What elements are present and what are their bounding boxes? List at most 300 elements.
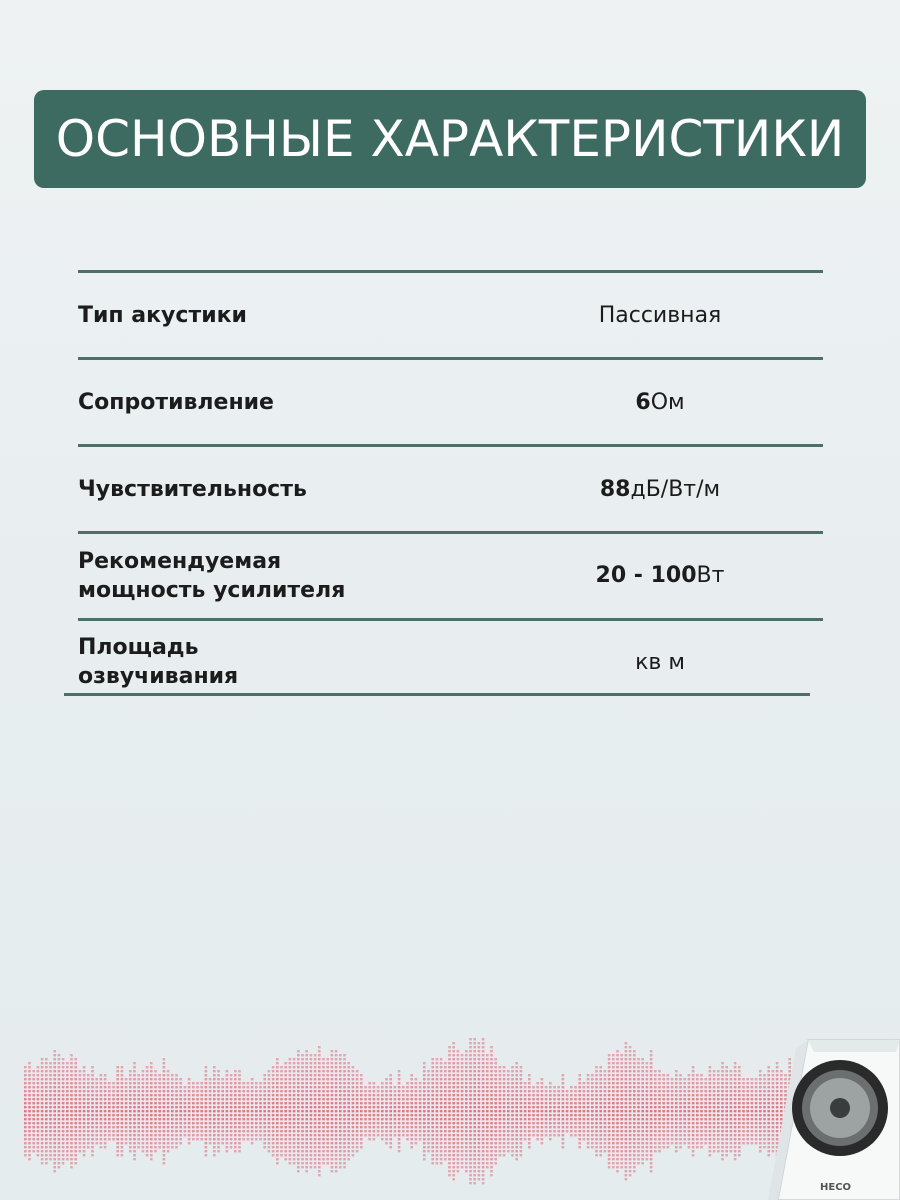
wave-dot — [688, 1102, 691, 1104]
wave-dot — [242, 1094, 245, 1096]
wave-dot — [499, 1138, 502, 1140]
wave-dot — [679, 1098, 682, 1100]
wave-dot — [37, 1114, 40, 1116]
wave-dot — [444, 1142, 447, 1144]
wave-dot — [322, 1082, 325, 1084]
wave-dot — [133, 1066, 136, 1068]
wave-dot — [326, 1106, 329, 1108]
wave-dot — [457, 1110, 460, 1112]
wave-dot — [398, 1130, 401, 1132]
wave-dot — [280, 1122, 283, 1124]
wave-dot — [419, 1122, 422, 1124]
wave-dot — [322, 1094, 325, 1096]
wave-dot — [709, 1070, 712, 1072]
wave-dot — [646, 1122, 649, 1124]
wave-dot — [196, 1130, 199, 1132]
wave-dot — [137, 1110, 140, 1112]
wave-dot — [587, 1122, 590, 1124]
wave-dot — [478, 1146, 481, 1148]
wave-dot — [95, 1118, 98, 1120]
wave-dot — [360, 1078, 363, 1080]
wave-dot — [625, 1110, 628, 1112]
wave-dot — [314, 1166, 317, 1168]
wave-dot — [448, 1118, 451, 1120]
wave-dot — [511, 1154, 514, 1156]
wave-dot — [322, 1142, 325, 1144]
wave-dot — [326, 1134, 329, 1136]
wave-dot — [53, 1082, 56, 1084]
wave-dot — [725, 1102, 728, 1104]
wave-dot — [654, 1078, 657, 1080]
wave-dot — [482, 1046, 485, 1048]
wave-dot — [343, 1154, 346, 1156]
spec-value-impedance-rest: Ом — [650, 389, 685, 415]
sound-wave-decoration — [0, 1030, 900, 1200]
wave-dot — [360, 1130, 363, 1132]
wave-dot — [599, 1150, 602, 1152]
wave-dot — [58, 1142, 61, 1144]
wave-dot — [188, 1130, 191, 1132]
wave-dot — [74, 1078, 77, 1080]
wave-dot — [574, 1118, 577, 1120]
wave-dot — [448, 1090, 451, 1092]
wave-dot — [352, 1110, 355, 1112]
wave-dot — [58, 1054, 61, 1056]
wave-dot — [499, 1130, 502, 1132]
wave-dot — [217, 1134, 220, 1136]
wave-dot — [700, 1126, 703, 1128]
wave-dot — [133, 1134, 136, 1136]
wave-dot — [448, 1070, 451, 1072]
wave-dot — [335, 1118, 338, 1120]
wave-dot — [772, 1138, 775, 1140]
wave-dot — [360, 1074, 363, 1076]
wave-dot — [469, 1134, 472, 1136]
wave-dot — [591, 1114, 594, 1116]
wave-dot — [45, 1082, 48, 1084]
wave-dot — [620, 1114, 623, 1116]
wave-dot — [200, 1102, 203, 1104]
wave-dot — [562, 1090, 565, 1092]
wave-dot — [646, 1158, 649, 1160]
wave-dot — [700, 1130, 703, 1132]
wave-dot — [74, 1134, 77, 1136]
wave-dot — [322, 1150, 325, 1152]
wave-dot — [448, 1094, 451, 1096]
wave-dot — [314, 1098, 317, 1100]
wave-dot — [398, 1074, 401, 1076]
wave-dot — [171, 1126, 174, 1128]
wave-dot — [339, 1134, 342, 1136]
wave-dot — [524, 1098, 527, 1100]
wave-dot — [45, 1142, 48, 1144]
wave-dot — [79, 1122, 82, 1124]
wave-dot — [70, 1094, 73, 1096]
wave-dot — [343, 1138, 346, 1140]
wave-dot — [650, 1118, 653, 1120]
wave-dot — [696, 1142, 699, 1144]
wave-dot — [738, 1130, 741, 1132]
wave-dot — [633, 1154, 636, 1156]
wave-dot — [742, 1086, 745, 1088]
wave-dot — [293, 1130, 296, 1132]
wave-dot — [587, 1114, 590, 1116]
wave-dot — [784, 1086, 787, 1088]
wave-dot — [591, 1098, 594, 1100]
wave-dot — [532, 1094, 535, 1096]
wave-dot — [721, 1150, 724, 1152]
wave-dot — [66, 1062, 69, 1064]
wave-dot — [725, 1074, 728, 1076]
wave-dot — [24, 1150, 27, 1152]
wave-dot — [620, 1162, 623, 1164]
wave-dot — [436, 1098, 439, 1100]
wave-dot — [658, 1146, 661, 1148]
wave-dot — [717, 1106, 720, 1108]
wave-dot — [284, 1098, 287, 1100]
wave-dot — [478, 1078, 481, 1080]
wave-dot — [331, 1126, 334, 1128]
wave-dot — [482, 1162, 485, 1164]
wave-dot — [616, 1146, 619, 1148]
wave-dot — [776, 1118, 779, 1120]
wave-dot — [763, 1138, 766, 1140]
wave-dot — [658, 1110, 661, 1112]
wave-dot — [234, 1102, 237, 1104]
wave-dot — [528, 1090, 531, 1092]
wave-dot — [289, 1134, 292, 1136]
wave-dot — [167, 1086, 170, 1088]
wave-dot — [133, 1098, 136, 1100]
wave-dot — [448, 1138, 451, 1140]
wave-dot — [562, 1078, 565, 1080]
wave-dot — [91, 1150, 94, 1152]
wave-dot — [595, 1110, 598, 1112]
wave-dot — [70, 1098, 73, 1100]
wave-dot — [490, 1142, 493, 1144]
wave-dot — [717, 1130, 720, 1132]
wave-dot — [209, 1122, 212, 1124]
wave-dot — [331, 1134, 334, 1136]
wave-dot — [58, 1094, 61, 1096]
wave-dot — [604, 1110, 607, 1112]
wave-dot — [322, 1058, 325, 1060]
wave-dot — [314, 1074, 317, 1076]
wave-dot — [58, 1066, 61, 1068]
wave-dot — [226, 1134, 229, 1136]
wave-dot — [633, 1170, 636, 1172]
wave-dot — [41, 1126, 44, 1128]
wave-dot — [725, 1118, 728, 1120]
wave-dot — [154, 1146, 157, 1148]
wave-dot — [465, 1058, 468, 1060]
wave-dot — [448, 1166, 451, 1168]
wave-dot — [759, 1142, 762, 1144]
wave-dot — [163, 1058, 166, 1060]
wave-dot — [641, 1086, 644, 1088]
wave-dot — [730, 1146, 733, 1148]
wave-dot — [507, 1142, 510, 1144]
wave-dot — [406, 1098, 409, 1100]
wave-dot — [293, 1142, 296, 1144]
wave-dot — [633, 1054, 636, 1056]
wave-dot — [578, 1098, 581, 1100]
wave-dot — [62, 1086, 65, 1088]
wave-dot — [410, 1118, 413, 1120]
wave-dot — [641, 1142, 644, 1144]
wave-dot — [104, 1106, 107, 1108]
wave-dot — [452, 1110, 455, 1112]
wave-dot — [343, 1166, 346, 1168]
wave-dot — [100, 1130, 103, 1132]
wave-dot — [154, 1098, 157, 1100]
wave-dot — [452, 1134, 455, 1136]
wave-dot — [742, 1122, 745, 1124]
wave-dot — [440, 1102, 443, 1104]
wave-dot — [675, 1142, 678, 1144]
wave-dot — [692, 1090, 695, 1092]
wave-dot — [662, 1110, 665, 1112]
wave-dot — [255, 1122, 258, 1124]
wave-dot — [41, 1158, 44, 1160]
wave-dot — [654, 1082, 657, 1084]
wave-dot — [53, 1118, 56, 1120]
wave-dot — [289, 1118, 292, 1120]
wave-dot — [381, 1090, 384, 1092]
wave-dot — [167, 1110, 170, 1112]
wave-dot — [129, 1134, 132, 1136]
wave-dot — [755, 1122, 758, 1124]
wave-dot — [377, 1134, 380, 1136]
wave-dot — [788, 1074, 791, 1076]
wave-dot — [742, 1090, 745, 1092]
wave-dot — [373, 1086, 376, 1088]
wave-dot — [297, 1142, 300, 1144]
wave-dot — [452, 1114, 455, 1116]
wave-dot — [662, 1106, 665, 1108]
wave-dot — [251, 1098, 254, 1100]
wave-dot — [637, 1150, 640, 1152]
wave-dot — [629, 1146, 632, 1148]
wave-dot — [772, 1098, 775, 1100]
wave-dot — [524, 1106, 527, 1108]
wave-dot — [566, 1098, 569, 1100]
wave-dot — [196, 1102, 199, 1104]
wave-dot — [431, 1162, 434, 1164]
wave-dot — [507, 1150, 510, 1152]
wave-dot — [217, 1098, 220, 1100]
wave-dot — [767, 1078, 770, 1080]
wave-dot — [583, 1090, 586, 1092]
wave-dot — [301, 1114, 304, 1116]
wave-dot — [440, 1130, 443, 1132]
wave-dot — [112, 1098, 115, 1100]
wave-dot — [200, 1122, 203, 1124]
wave-dot — [368, 1102, 371, 1104]
wave-dot — [457, 1134, 460, 1136]
wave-dot — [95, 1122, 98, 1124]
wave-dot — [175, 1098, 178, 1100]
wave-dot — [318, 1166, 321, 1168]
wave-dot — [671, 1086, 674, 1088]
wave-dot — [116, 1138, 119, 1140]
wave-dot — [301, 1102, 304, 1104]
wave-dot — [419, 1134, 422, 1136]
wave-dot — [478, 1062, 481, 1064]
wave-dot — [721, 1146, 724, 1148]
wave-dot — [725, 1154, 728, 1156]
wave-dot — [83, 1130, 86, 1132]
wave-dot — [360, 1122, 363, 1124]
wave-dot — [671, 1082, 674, 1084]
wave-dot — [263, 1102, 266, 1104]
wave-dot — [175, 1130, 178, 1132]
wave-dot — [171, 1130, 174, 1132]
wave-dot — [427, 1090, 430, 1092]
wave-dot — [91, 1098, 94, 1100]
wave-dot — [725, 1130, 728, 1132]
wave-dot — [322, 1070, 325, 1072]
wave-dot — [343, 1102, 346, 1104]
wave-dot — [108, 1090, 111, 1092]
wave-dot — [620, 1070, 623, 1072]
wave-dot — [310, 1110, 313, 1112]
wave-dot — [650, 1110, 653, 1112]
wave-dot — [612, 1062, 615, 1064]
wave-dot — [427, 1130, 430, 1132]
wave-dot — [427, 1150, 430, 1152]
wave-dot — [112, 1134, 115, 1136]
wave-dot — [41, 1098, 44, 1100]
wave-dot — [759, 1146, 762, 1148]
wave-dot — [767, 1122, 770, 1124]
wave-dot — [284, 1138, 287, 1140]
wave-dot — [431, 1106, 434, 1108]
wave-dot — [171, 1118, 174, 1120]
wave-dot — [301, 1122, 304, 1124]
wave-dot — [709, 1098, 712, 1100]
wave-dot — [192, 1114, 195, 1116]
wave-dot — [641, 1126, 644, 1128]
wave-dot — [221, 1090, 224, 1092]
wave-dot — [49, 1106, 52, 1108]
wave-dot — [616, 1102, 619, 1104]
wave-dot — [53, 1102, 56, 1104]
wave-dot — [45, 1078, 48, 1080]
wave-dot — [444, 1078, 447, 1080]
wave-dot — [507, 1086, 510, 1088]
wave-dot — [234, 1086, 237, 1088]
wave-dot — [209, 1078, 212, 1080]
wave-dot — [331, 1070, 334, 1072]
wave-dot — [284, 1134, 287, 1136]
wave-dot — [389, 1142, 392, 1144]
wave-dot — [129, 1106, 132, 1108]
wave-dot — [461, 1106, 464, 1108]
wave-dot — [24, 1130, 27, 1132]
wave-dot — [116, 1154, 119, 1156]
wave-dot — [226, 1086, 229, 1088]
wave-dot — [633, 1146, 636, 1148]
wave-dot — [45, 1086, 48, 1088]
wave-dot — [625, 1050, 628, 1052]
wave-dot — [423, 1098, 426, 1100]
wave-dot — [268, 1094, 271, 1096]
wave-dot — [667, 1126, 670, 1128]
wave-dot — [616, 1078, 619, 1080]
wave-dot — [717, 1142, 720, 1144]
wave-dot — [608, 1090, 611, 1092]
wave-dot — [616, 1090, 619, 1092]
wave-dot — [179, 1122, 182, 1124]
wave-dot — [305, 1102, 308, 1104]
wave-dot — [759, 1090, 762, 1092]
wave-dot — [620, 1090, 623, 1092]
wave-dot — [116, 1098, 119, 1100]
wave-dot — [431, 1058, 434, 1060]
wave-dot — [268, 1122, 271, 1124]
wave-dot — [511, 1078, 514, 1080]
wave-dot — [717, 1090, 720, 1092]
wave-dot — [41, 1062, 44, 1064]
wave-dot — [444, 1146, 447, 1148]
wave-dot — [163, 1102, 166, 1104]
wave-dot — [473, 1042, 476, 1044]
wave-dot — [457, 1146, 460, 1148]
wave-dot — [587, 1086, 590, 1088]
wave-dot — [125, 1086, 128, 1088]
wave-dot — [318, 1058, 321, 1060]
wave-dot — [108, 1082, 111, 1084]
wave-dot — [352, 1098, 355, 1100]
wave-dot — [704, 1122, 707, 1124]
wave-dot — [641, 1134, 644, 1136]
wave-dot — [549, 1090, 552, 1092]
wave-dot — [431, 1086, 434, 1088]
wave-dot — [200, 1110, 203, 1112]
wave-dot — [625, 1166, 628, 1168]
wave-dot — [490, 1062, 493, 1064]
wave-dot — [259, 1134, 262, 1136]
wave-dot — [520, 1066, 523, 1068]
wave-dot — [87, 1122, 90, 1124]
wave-dot — [700, 1146, 703, 1148]
wave-dot — [688, 1130, 691, 1132]
wave-dot — [129, 1142, 132, 1144]
wave-dot — [494, 1138, 497, 1140]
wave-dot — [457, 1162, 460, 1164]
wave-dot — [734, 1150, 737, 1152]
wave-dot — [742, 1114, 745, 1116]
wave-dot — [251, 1138, 254, 1140]
wave-dot — [297, 1066, 300, 1068]
wave-dot — [410, 1142, 413, 1144]
wave-dot — [192, 1090, 195, 1092]
wave-dot — [700, 1122, 703, 1124]
wave-dot — [629, 1066, 632, 1068]
wave-dot — [478, 1174, 481, 1176]
wave-dot — [238, 1118, 241, 1120]
wave-dot — [289, 1062, 292, 1064]
wave-dot — [104, 1118, 107, 1120]
wave-dot — [683, 1078, 686, 1080]
wave-dot — [192, 1126, 195, 1128]
wave-dot — [289, 1158, 292, 1160]
wave-dot — [242, 1114, 245, 1116]
wave-dot — [326, 1138, 329, 1140]
wave-dot — [377, 1086, 380, 1088]
wave-dot — [402, 1090, 405, 1092]
